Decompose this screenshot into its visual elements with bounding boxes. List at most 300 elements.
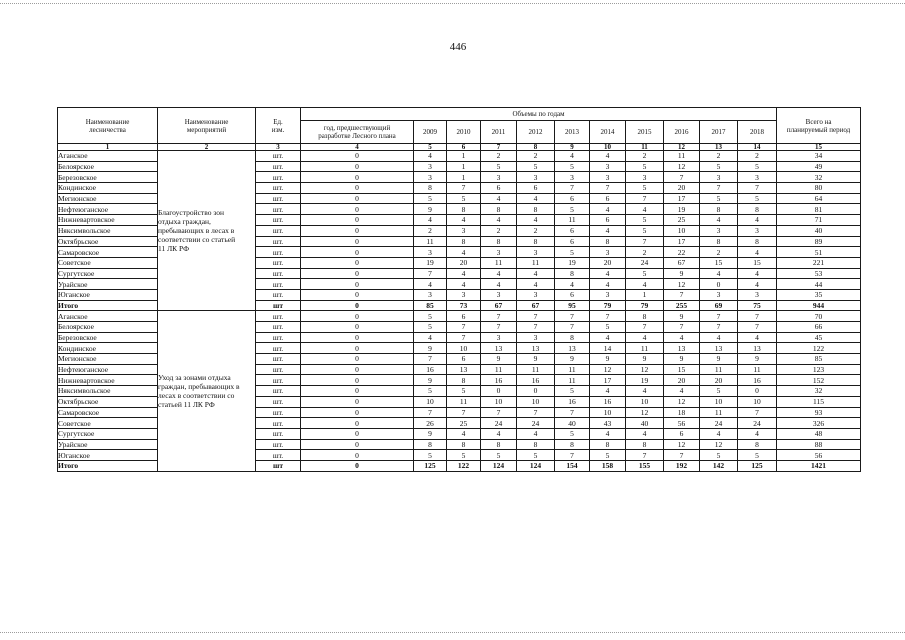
year-value-cell: 4 xyxy=(447,428,481,439)
period-total-cell: 34 xyxy=(777,151,861,162)
year-value-cell: 11 xyxy=(481,257,517,268)
year-value-cell: 125 xyxy=(738,460,777,471)
year-value-cell: 3 xyxy=(481,289,517,300)
year-value-cell: 5 xyxy=(700,450,738,461)
year-value-cell: 125 xyxy=(414,460,447,471)
year-value-cell: 3 xyxy=(414,172,447,183)
year-value-cell: 12 xyxy=(664,279,700,290)
period-total-cell: 48 xyxy=(777,428,861,439)
year-value-cell: 0 xyxy=(517,386,555,397)
prior-year-cell: 0 xyxy=(301,332,414,343)
year-value-cell: 4 xyxy=(517,268,555,279)
period-total-cell: 152 xyxy=(777,375,861,386)
forestry-header-line: Наименование xyxy=(85,117,130,126)
prior-year-cell: 0 xyxy=(301,375,414,386)
forestry-name-cell: Няксимвольское xyxy=(58,386,158,397)
year-value-cell: 7 xyxy=(555,311,590,322)
forestry-name-cell: Березовское xyxy=(58,332,158,343)
unit-cell: шт. xyxy=(256,161,301,172)
year-value-cell: 11 xyxy=(555,375,590,386)
period-total-cell: 53 xyxy=(777,268,861,279)
year-value-cell: 4 xyxy=(700,215,738,226)
year-value-cell: 14 xyxy=(590,343,626,354)
year-value-cell: 192 xyxy=(664,460,700,471)
forestry-name-cell: Нефтеюганское xyxy=(58,204,158,215)
year-value-cell: 3 xyxy=(590,172,626,183)
year-value-cell: 19 xyxy=(626,375,664,386)
unit-cell: шт. xyxy=(256,450,301,461)
year-value-cell: 3 xyxy=(590,161,626,172)
forestry-name-cell: Октябрьское xyxy=(58,236,158,247)
year-value-cell: 4 xyxy=(664,386,700,397)
period-total-cell: 49 xyxy=(777,161,861,172)
year-value-cell: 24 xyxy=(626,257,664,268)
year-value-cell: 5 xyxy=(414,322,447,333)
year-value-cell: 4 xyxy=(447,268,481,279)
year-value-cell: 3 xyxy=(555,172,590,183)
unit-cell: шт. xyxy=(256,215,301,226)
year-value-cell: 5 xyxy=(447,386,481,397)
column-number: 12 xyxy=(664,144,700,151)
unit-cell: шт. xyxy=(256,204,301,215)
year-value-cell: 4 xyxy=(481,193,517,204)
year-header: 2010 xyxy=(447,121,481,144)
year-value-cell: 16 xyxy=(481,375,517,386)
year-value-cell: 7 xyxy=(447,322,481,333)
year-value-cell: 4 xyxy=(517,193,555,204)
year-value-cell: 155 xyxy=(626,460,664,471)
period-total-cell: 70 xyxy=(777,311,861,322)
year-value-cell: 24 xyxy=(738,418,777,429)
year-value-cell: 11 xyxy=(555,364,590,375)
year-value-cell: 4 xyxy=(738,215,777,226)
year-value-cell: 122 xyxy=(447,460,481,471)
year-value-cell: 5 xyxy=(626,225,664,236)
column-number: 14 xyxy=(738,144,777,151)
year-value-cell: 7 xyxy=(517,322,555,333)
prior-year-cell: 0 xyxy=(301,279,414,290)
year-value-cell: 85 xyxy=(414,300,447,311)
year-value-cell: 3 xyxy=(481,172,517,183)
year-value-cell: 3 xyxy=(626,172,664,183)
year-value-cell: 255 xyxy=(664,300,700,311)
year-value-cell: 5 xyxy=(738,161,777,172)
year-value-cell: 9 xyxy=(517,354,555,365)
activity-line: соответствии со статьей xyxy=(158,235,236,245)
year-value-cell: 7 xyxy=(738,407,777,418)
year-value-cell: 4 xyxy=(481,268,517,279)
year-value-cell: 7 xyxy=(447,407,481,418)
period-total-cell: 56 xyxy=(777,450,861,461)
year-value-cell: 6 xyxy=(590,193,626,204)
year-value-cell: 5 xyxy=(414,193,447,204)
forestry-name-cell: Березовское xyxy=(58,172,158,183)
year-value-cell: 5 xyxy=(626,161,664,172)
year-value-cell: 1 xyxy=(447,151,481,162)
activity-header-line: Наименование xyxy=(184,117,229,126)
year-value-cell: 7 xyxy=(447,332,481,343)
year-value-cell: 18 xyxy=(664,407,700,418)
year-value-cell: 15 xyxy=(738,257,777,268)
year-value-cell: 7 xyxy=(626,236,664,247)
year-value-cell: 8 xyxy=(481,236,517,247)
activity-cell xyxy=(158,311,256,471)
year-header: 2016 xyxy=(664,121,700,144)
year-value-cell: 12 xyxy=(590,364,626,375)
year-value-cell: 5 xyxy=(517,161,555,172)
column-number: 9 xyxy=(555,144,590,151)
forestry-name-cell: Кондинское xyxy=(58,343,158,354)
period-total-cell: 32 xyxy=(777,172,861,183)
year-value-cell: 5 xyxy=(700,386,738,397)
year-value-cell: 7 xyxy=(664,172,700,183)
period-total-cell: 80 xyxy=(777,183,861,194)
year-value-cell: 2 xyxy=(700,247,738,258)
year-value-cell: 8 xyxy=(590,236,626,247)
year-value-cell: 24 xyxy=(700,418,738,429)
year-value-cell: 5 xyxy=(414,311,447,322)
year-value-cell: 7 xyxy=(481,322,517,333)
prior-year-cell: 0 xyxy=(301,172,414,183)
volumes-by-year-header: Объемы по годам xyxy=(301,108,777,121)
year-value-cell: 4 xyxy=(700,332,738,343)
year-value-cell: 20 xyxy=(590,257,626,268)
header-row-top xyxy=(58,108,861,121)
year-value-cell: 7 xyxy=(626,193,664,204)
unit-cell: шт. xyxy=(256,375,301,386)
year-value-cell: 124 xyxy=(481,460,517,471)
year-value-cell: 8 xyxy=(700,204,738,215)
year-value-cell: 3 xyxy=(700,172,738,183)
year-value-cell: 7 xyxy=(590,311,626,322)
period-total-cell: 123 xyxy=(777,364,861,375)
year-value-cell: 2 xyxy=(481,151,517,162)
year-value-cell: 4 xyxy=(738,247,777,258)
year-value-cell: 7 xyxy=(517,407,555,418)
prior-year-cell: 0 xyxy=(301,343,414,354)
year-value-cell: 4 xyxy=(517,215,555,226)
year-value-cell: 3 xyxy=(590,289,626,300)
unit-cell: шт. xyxy=(256,172,301,183)
year-value-cell: 3 xyxy=(481,332,517,343)
prior-year-cell: 0 xyxy=(301,215,414,226)
year-value-cell: 5 xyxy=(447,193,481,204)
column-number: 5 xyxy=(414,144,447,151)
year-value-cell: 4 xyxy=(738,332,777,343)
year-value-cell: 4 xyxy=(590,151,626,162)
year-value-cell: 4 xyxy=(590,225,626,236)
year-value-cell: 2 xyxy=(626,151,664,162)
year-value-cell: 8 xyxy=(447,375,481,386)
period-total-cell: 45 xyxy=(777,332,861,343)
year-value-cell: 56 xyxy=(664,418,700,429)
forestry-name-cell: Няксимвольское xyxy=(58,225,158,236)
year-value-cell: 6 xyxy=(555,193,590,204)
unit-cell: шт. xyxy=(256,428,301,439)
prior-year-cell: 0 xyxy=(301,225,414,236)
prior-year-cell: 0 xyxy=(301,151,414,162)
year-value-cell: 9 xyxy=(626,354,664,365)
year-value-cell: 0 xyxy=(481,386,517,397)
year-header: 2014 xyxy=(590,121,626,144)
year-value-cell: 10 xyxy=(590,407,626,418)
year-value-cell: 6 xyxy=(555,289,590,300)
forestry-name-cell: Белоярское xyxy=(58,322,158,333)
prior-year-cell: 0 xyxy=(301,183,414,194)
unit-header xyxy=(256,108,301,144)
year-value-cell: 9 xyxy=(664,311,700,322)
year-value-cell: 4 xyxy=(590,386,626,397)
year-value-cell: 0 xyxy=(738,386,777,397)
period-total-cell: 35 xyxy=(777,289,861,300)
forestry-name-cell: Самаровское xyxy=(58,407,158,418)
unit-cell: шт. xyxy=(256,236,301,247)
period-total-cell: 51 xyxy=(777,247,861,258)
year-value-cell: 3 xyxy=(738,225,777,236)
year-value-cell: 73 xyxy=(447,300,481,311)
year-value-cell: 4 xyxy=(590,428,626,439)
column-number: 7 xyxy=(481,144,517,151)
prior-year-cell: 0 xyxy=(301,428,414,439)
year-value-cell: 13 xyxy=(738,343,777,354)
unit-cell: шт. xyxy=(256,257,301,268)
year-value-cell: 4 xyxy=(414,332,447,343)
year-value-cell: 8 xyxy=(555,439,590,450)
year-value-cell: 5 xyxy=(590,450,626,461)
year-value-cell: 40 xyxy=(626,418,664,429)
year-value-cell: 2 xyxy=(481,225,517,236)
year-value-cell: 6 xyxy=(664,428,700,439)
year-value-cell: 4 xyxy=(664,332,700,343)
prior-year-cell: 0 xyxy=(301,193,414,204)
year-value-cell: 5 xyxy=(626,268,664,279)
year-value-cell: 1 xyxy=(447,161,481,172)
year-value-cell: 17 xyxy=(664,193,700,204)
year-value-cell: 8 xyxy=(447,236,481,247)
prior-year-cell: 0 xyxy=(301,257,414,268)
year-value-cell: 4 xyxy=(414,151,447,162)
prior-year-cell: 0 xyxy=(301,364,414,375)
year-value-cell: 9 xyxy=(664,354,700,365)
activity-line: статьей 11 ЛК РФ xyxy=(158,399,215,409)
year-value-cell: 7 xyxy=(738,311,777,322)
year-value-cell: 4 xyxy=(447,279,481,290)
year-header: 2009 xyxy=(414,121,447,144)
year-value-cell: 16 xyxy=(590,396,626,407)
year-value-cell: 5 xyxy=(481,450,517,461)
year-value-cell: 9 xyxy=(590,354,626,365)
year-value-cell: 6 xyxy=(555,236,590,247)
year-value-cell: 20 xyxy=(700,375,738,386)
period-total-cell: 93 xyxy=(777,407,861,418)
unit-cell: шт. xyxy=(256,439,301,450)
year-value-cell: 7 xyxy=(481,311,517,322)
year-value-cell: 19 xyxy=(555,257,590,268)
year-value-cell: 12 xyxy=(664,396,700,407)
year-value-cell: 4 xyxy=(738,428,777,439)
year-value-cell: 5 xyxy=(700,193,738,204)
year-value-cell: 75 xyxy=(738,300,777,311)
year-value-cell: 8 xyxy=(626,439,664,450)
activity-line: Благоустройство зон xyxy=(158,208,224,218)
year-value-cell: 6 xyxy=(590,215,626,226)
period-total-cell: 89 xyxy=(777,236,861,247)
year-value-cell: 7 xyxy=(414,268,447,279)
unit-cell: шт. xyxy=(256,407,301,418)
year-value-cell: 11 xyxy=(700,407,738,418)
year-value-cell: 8 xyxy=(738,439,777,450)
year-value-cell: 26 xyxy=(414,418,447,429)
year-value-cell: 11 xyxy=(517,364,555,375)
year-value-cell: 11 xyxy=(414,236,447,247)
year-value-cell: 8 xyxy=(481,439,517,450)
year-value-cell: 9 xyxy=(738,354,777,365)
year-value-cell: 2 xyxy=(517,225,555,236)
column-number: 2 xyxy=(158,144,256,151)
unit-cell: шт. xyxy=(256,193,301,204)
year-value-cell: 10 xyxy=(447,343,481,354)
year-value-cell: 3 xyxy=(738,289,777,300)
forestry-name-cell: Самаровское xyxy=(58,247,158,258)
forestry-name-cell: Юганское xyxy=(58,450,158,461)
year-value-cell: 4 xyxy=(626,204,664,215)
column-number: 3 xyxy=(256,144,301,151)
year-value-cell: 3 xyxy=(517,247,555,258)
prior-year-cell: 0 xyxy=(301,204,414,215)
prior-year-header xyxy=(301,121,414,144)
year-value-cell: 22 xyxy=(664,247,700,258)
forestry-name-cell: Итого xyxy=(58,300,158,311)
year-value-cell: 79 xyxy=(626,300,664,311)
column-number: 11 xyxy=(626,144,664,151)
forestry-name-cell: Юганское xyxy=(58,289,158,300)
prior-year-cell: 0 xyxy=(301,450,414,461)
year-value-cell: 4 xyxy=(700,268,738,279)
forestry-name-cell: Нефтеюганское xyxy=(58,364,158,375)
year-value-cell: 4 xyxy=(626,279,664,290)
period-total-cell: 44 xyxy=(777,279,861,290)
activity-line: 11 ЛК РФ xyxy=(158,244,190,254)
year-value-cell: 4 xyxy=(517,279,555,290)
unit-cell: шт. xyxy=(256,418,301,429)
year-value-cell: 10 xyxy=(664,225,700,236)
year-value-cell: 7 xyxy=(447,183,481,194)
year-value-cell: 5 xyxy=(555,204,590,215)
column-number-row xyxy=(58,144,861,151)
year-value-cell: 11 xyxy=(664,151,700,162)
year-value-cell: 13 xyxy=(700,343,738,354)
year-value-cell: 17 xyxy=(664,236,700,247)
year-value-cell: 13 xyxy=(664,343,700,354)
year-value-cell: 12 xyxy=(700,439,738,450)
year-header: 2012 xyxy=(517,121,555,144)
year-value-cell: 5 xyxy=(626,215,664,226)
year-value-cell: 5 xyxy=(414,450,447,461)
year-value-cell: 7 xyxy=(664,450,700,461)
period-total-cell: 40 xyxy=(777,225,861,236)
year-value-cell: 15 xyxy=(700,257,738,268)
year-value-cell: 5 xyxy=(738,193,777,204)
prior-year-header-line: год, предшествующий xyxy=(323,124,391,132)
year-value-cell: 4 xyxy=(626,386,664,397)
unit-cell: шт. xyxy=(256,279,301,290)
period-total-cell: 71 xyxy=(777,215,861,226)
year-value-cell: 3 xyxy=(517,172,555,183)
year-value-cell: 4 xyxy=(700,428,738,439)
year-value-cell: 7 xyxy=(517,311,555,322)
period-total-cell: 85 xyxy=(777,354,861,365)
year-value-cell: 8 xyxy=(414,439,447,450)
year-value-cell: 5 xyxy=(517,450,555,461)
period-total-cell: 115 xyxy=(777,396,861,407)
year-value-cell: 7 xyxy=(555,322,590,333)
year-value-cell: 3 xyxy=(447,289,481,300)
year-value-cell: 12 xyxy=(626,407,664,418)
activity-header-line: мероприятий xyxy=(186,125,227,134)
forestry-name-cell: Октябрьское xyxy=(58,396,158,407)
year-value-cell: 7 xyxy=(626,322,664,333)
year-value-cell: 11 xyxy=(738,364,777,375)
year-value-cell: 8 xyxy=(738,236,777,247)
period-total-cell: 1421 xyxy=(777,460,861,471)
year-value-cell: 2 xyxy=(626,247,664,258)
period-total-cell: 64 xyxy=(777,193,861,204)
year-value-cell: 11 xyxy=(481,364,517,375)
year-value-cell: 3 xyxy=(700,225,738,236)
prior-year-header-line: разработке Лесного плана xyxy=(318,132,396,140)
year-value-cell: 67 xyxy=(517,300,555,311)
year-value-cell: 25 xyxy=(664,215,700,226)
year-value-cell: 13 xyxy=(481,343,517,354)
year-value-cell: 10 xyxy=(626,396,664,407)
prior-year-cell: 0 xyxy=(301,247,414,258)
year-value-cell: 8 xyxy=(700,236,738,247)
period-total-cell: 944 xyxy=(777,300,861,311)
year-header: 2017 xyxy=(700,121,738,144)
year-value-cell: 19 xyxy=(414,257,447,268)
year-value-cell: 7 xyxy=(481,407,517,418)
forestry-header-line: лесничества xyxy=(89,125,126,134)
year-value-cell: 20 xyxy=(664,183,700,194)
year-value-cell: 3 xyxy=(414,161,447,172)
year-value-cell: 7 xyxy=(555,407,590,418)
column-number: 6 xyxy=(447,144,481,151)
year-value-cell: 7 xyxy=(700,322,738,333)
scan-edge-bottom xyxy=(0,632,905,633)
forestry-header xyxy=(58,108,158,144)
year-value-cell: 1 xyxy=(626,289,664,300)
year-value-cell: 6 xyxy=(481,183,517,194)
year-value-cell: 9 xyxy=(414,204,447,215)
year-value-cell: 43 xyxy=(590,418,626,429)
year-value-cell: 11 xyxy=(517,257,555,268)
year-value-cell: 4 xyxy=(555,279,590,290)
year-value-cell: 24 xyxy=(517,418,555,429)
recreation-zones-volume-table xyxy=(57,107,861,472)
unit-cell: шт. xyxy=(256,364,301,375)
forestry-name-cell: Нижневартовское xyxy=(58,375,158,386)
year-value-cell: 3 xyxy=(481,247,517,258)
forestry-name-cell: Сургутское xyxy=(58,428,158,439)
year-value-cell: 10 xyxy=(481,396,517,407)
column-number: 1 xyxy=(58,144,158,151)
year-value-cell: 158 xyxy=(590,460,626,471)
year-value-cell: 7 xyxy=(414,354,447,365)
year-value-cell: 0 xyxy=(700,279,738,290)
year-value-cell: 4 xyxy=(738,279,777,290)
year-value-cell: 25 xyxy=(447,418,481,429)
year-value-cell: 67 xyxy=(481,300,517,311)
